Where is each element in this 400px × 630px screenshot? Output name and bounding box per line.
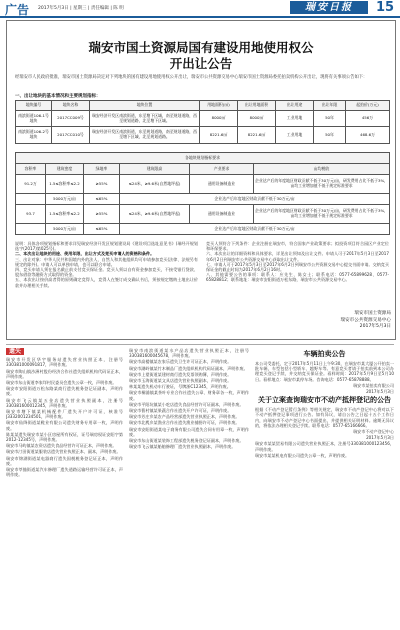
list-item: 瑞安市玉海街道某文具店遗失营业执照副本，声明作废。 xyxy=(129,378,232,384)
list-item: 瑞安市上望街道某建材商行遗失发票领购簿，声明作废。 xyxy=(129,371,232,377)
list-item: 林某某遗失机动车行驶证，号牌浙C12345，声明作废。 xyxy=(129,384,231,390)
table-cell: 8000㎡ xyxy=(200,110,238,127)
notice-body-right xyxy=(206,241,389,283)
table-cell: 8221.6㎡ xyxy=(238,127,276,144)
list-item: 瑞安市开发区华宇服务站遗失营业执照正本，注册号330381000091817，声明作废。 xyxy=(6,357,123,368)
date-line: 2017年5月3日 | 星期三 | 责任编辑 | 陈 明 xyxy=(38,6,124,11)
table-cell xyxy=(16,193,46,204)
table-cell: 南滨街道106-2号地块 xyxy=(16,127,52,144)
body-paragraph: 六、本次出让的详细资料和具体要求，详见出让须知及出让文件。申请人可于2017年5月3日至2017年6月2日到瑞安市公共资源交易中心获取出让文件。 xyxy=(206,251,389,262)
signature-date: 2017年5月3日 xyxy=(359,324,391,330)
table-cell: 2017CC010号 xyxy=(52,127,90,144)
table-cell: ≥55% xyxy=(84,175,120,194)
registration-notice-title: 关于立案查询瑞安市不动产抵押登记的公告 xyxy=(258,396,391,405)
registration-notice-text: 根据《不动产登记暂行条例》等相关规定，瑞安市不动产登记中心将对以下不动产抵押登记事项进行公告。如有异议，请自公告之日起十五个工作日内，向瑞安市不动产登记中心书面提出，并提供相关证明材料。逾期无异议的，将依法办理相关登记手续。联系电话：0577-65166666。 xyxy=(255,407,394,428)
auction-text: 本公司受委托，定于2017年5月11日上午9:30，在瑞安市某大厦公开拍卖一批车辆，车型包括小型轿车、越野车等。有意竞买者请于拍卖前到本公司办理竞买登记手续，并交纳竞买保证金。看样时间：2017年5月9日至5月10日。看样地点：瑞安市某停车场。咨询电话：0577-65878888。 xyxy=(255,361,394,382)
list-item: 瑞安市曹村镇某果蔬合作社遗失开户许可证，声明作废。 xyxy=(129,408,232,414)
body-paragraph: 八、其他需要公告的事项：联系人：应先生、陈女士；联系电话：0577-65899628、0577-65828812；联系地址：瑞安市安阳街道万松东路，瑞安市公共资源交易中心。 xyxy=(206,272,389,283)
announcements-column xyxy=(255,348,394,630)
auction-signature-org: 瑞安市某拍卖有限公司 xyxy=(353,382,394,388)
table-header-cell: 用地面积(㎡) xyxy=(200,101,238,111)
section-label: 广告 xyxy=(5,3,30,17)
paper-logo: 瑞安日报 xyxy=(290,1,368,14)
list-item: 瑞安市汀田街道某服装店遗失营业执照正本、副本，声明作废。 xyxy=(6,449,121,455)
table-cell: 50年 xyxy=(314,127,346,144)
planning-table xyxy=(15,152,390,235)
table-header-row xyxy=(16,101,390,111)
table-cell xyxy=(16,223,46,234)
list-item: 瑞安市塘下镇某机械配件厂遗失开户许可证，核准号J3332001234501，声明作废。 xyxy=(6,409,123,420)
lost-notice-tag: 遗失 xyxy=(6,348,24,355)
land-transfer-notice xyxy=(6,20,396,340)
list-item: 瑞安市东山街道李家垟村民委员会遗失公章一枚，声明作废。 xyxy=(6,380,117,386)
table-cell: 企业达产后年度地区财政贡献不低于30万元/亩 xyxy=(120,223,390,234)
registration-signature-date: 2017年5月3日 xyxy=(366,435,394,441)
table-row xyxy=(16,175,390,194)
signature-org: 瑞安市公共资源交易中心 xyxy=(340,317,391,323)
signature-org: 瑞安市国土资源局 xyxy=(354,311,391,316)
table-header-cell: 建筑密度 xyxy=(46,164,84,175)
section-1-heading: 一、出让地块的基本情况和主要规划指标： xyxy=(15,94,101,99)
list-item: 瑞安市马屿镇某农资店遗失食品经营许可证正本，声明作废。 xyxy=(6,443,117,449)
table-cell: ≤24米，≥9.6米(自然地坪起) xyxy=(120,175,190,194)
table-row xyxy=(16,110,390,127)
list-item: 瑞安市高楼镇某农家乐遗失卫生许可证正本，声明作废。 xyxy=(129,359,232,365)
table-cell: ≤65% xyxy=(84,193,120,204)
table-cell: 468.6万 xyxy=(346,127,390,144)
notice-intro: 经瑞安市人民政府批准，瑞安市国土资源局决定对下列地块的国有建设用地使用权公开出让，瑞安市公共资源交易中心瑞安市国土资源局委托拍卖机构公开出让，现将有关事项公告如下： xyxy=(15,75,368,80)
table-header-cell: 绿地率 xyxy=(84,164,120,175)
table-header-cell: 出让用途 xyxy=(276,101,314,111)
list-item: 瑞安市南滨街道某水产品店遗失营业执照正本，注册号330381600045678，声明作废。 xyxy=(129,348,249,359)
auction-title: 车辆拍卖公告 xyxy=(303,350,346,358)
table-cell: 8000㎡ xyxy=(238,110,276,127)
table-cell: 8221.6㎡ xyxy=(200,127,238,144)
body-paragraph: 四、竞买申请人须在报名截止前支付竞买保证金。竞买人须以自有资金参加竞买，不接受银行贷款、股东借款等融资方式取得的资金。 xyxy=(15,267,198,278)
page-number: 15 xyxy=(376,0,395,15)
table-cell: 5000万元/亩 xyxy=(46,193,84,204)
section-divider xyxy=(6,344,394,345)
notice-body-left xyxy=(15,241,198,288)
table-cell: 93.7 xyxy=(16,205,46,224)
table-header-cell: 建筑限高 xyxy=(120,164,190,175)
table-header-cell: 容积率 xyxy=(16,164,46,175)
list-item: 瑞安市仙降街道某鞋业有限公司遗失财务专用章一枚，声明作废。 xyxy=(6,420,123,431)
table-header-cell: 出让用地面积 xyxy=(238,101,276,111)
body-paragraph: 七、申请人可于2017年5月3日至2017年6月2日到瑞安市公共资源交易中心提交书面申请。交纳竞买保证金的截止时间为2017年6月2日16时。 xyxy=(206,261,389,273)
table-cell: 企业达产后的年度地区财政贡献不低于30万元/亩，研发费用占比不低于3%，亩均工业增加值不低于规定标准要求 xyxy=(254,175,390,194)
table-cell: ≤65% xyxy=(84,223,120,234)
body-paragraph: 说明：具体各项规划指标和要求详见瑞安经济开发区规划建设局《建设项目选址意见书》(瑞经开规划选字(2017)第025号)。 xyxy=(15,241,198,252)
list-item: 瑞安市安阳街道某电子商务有限公司遗失合同专用章一枚，声明作废。 xyxy=(129,426,249,437)
table-header-cell: 产业要求 xyxy=(190,164,254,175)
table-cell: 通用设备制造业 xyxy=(190,175,254,194)
table-header-cell: 起拍价(万元) xyxy=(346,101,390,111)
table-header-row xyxy=(16,164,390,175)
table-header-cell: 地块位置 xyxy=(90,101,200,111)
list-item: 瑞安市北麂乡某渔业合作社遗失渔业捕捞许可证，声明作废。 xyxy=(129,420,240,426)
table-cell: 瑞安经济开发区南滨街道，东至塘下区域，南至规划道路，西至规划道路，北至塘下区域。 xyxy=(90,110,200,127)
table-cell: 50年 xyxy=(314,110,346,127)
table-header-cell: 出让年限 xyxy=(314,101,346,111)
table-cell: 工业用地 xyxy=(276,127,314,144)
list-item: 瑞安市东山街道某装饰工程部遗失税务登记证副本，声明作废。 xyxy=(129,438,244,444)
table-cell: ≥55% xyxy=(84,205,120,224)
lost-notices-column-1 xyxy=(6,348,123,630)
body-paragraph: 二、本次出让地块的用途、使用年限、出让方式及竞买申请人的资格和条件。 xyxy=(15,251,155,257)
list-item: 瑞安市飞云镇某五金店遗失营业执照副本，注册号330381600012345，声明作废。 xyxy=(6,397,123,408)
body-paragraph: 五、本次出让按价高者得的原则确定竞得人，竞得人在签订成交确认书后，须按规定缴纳土地出让价款并办理相关手续。 xyxy=(15,277,198,288)
table-cell: ≤24米，≥9.6米(自然地坪起) xyxy=(120,205,190,224)
table-cell: 91.2万 xyxy=(16,175,46,194)
registration-signature-org: 瑞安市不动产登记中心 xyxy=(353,429,394,435)
table-row xyxy=(16,223,390,234)
list-item: 陈某某遗失瑞安市某小区房屋所有权证，证号瑞房权证安阳字第2012-12345号，声明作废。 xyxy=(6,431,123,443)
table-caption: 各地块规划指标要求 xyxy=(16,153,390,164)
page-header xyxy=(0,0,400,18)
table-header-cell: 亩均税收 xyxy=(254,164,390,175)
lost-notices-column-2 xyxy=(129,348,249,630)
list-item: 瑞安市飞云镇某船舶修理厂遗失营业执照副本，声明作废。 xyxy=(129,444,236,450)
table-cell: 南滨街道106-1号地块 xyxy=(16,110,52,127)
table-cell: 工业用地 xyxy=(276,110,314,127)
table-cell: 通用设备制造业 xyxy=(190,205,254,224)
table-header-cell: 地块编号 xyxy=(16,101,52,111)
table-cell: 企业达产后年度地区财政贡献不低于30万元/亩 xyxy=(120,193,390,204)
body-paragraph: 竞买人须符合下列条件：企业注册在瑞安市，符合国家产业政策要求；拟投资项目符合园区产业定位和环保要求。 xyxy=(206,241,389,252)
table-cell: 1.5≤容积率≤2.2 xyxy=(46,205,84,224)
list-item: 瑞安市安阳街道万松东路某商行遗失税务登记证副本，声明作废。 xyxy=(6,386,123,397)
table-cell: 5000万元/亩 xyxy=(46,223,84,234)
table-row xyxy=(16,193,390,204)
list-item: 瑞安市平阳坑镇某小吃店遗失食品经营许可证副本，声明作废。 xyxy=(129,401,244,407)
auction-signature-date: 2017年5月3日 xyxy=(366,389,394,395)
list-item: 瑞安市芳庄乡某农产品经营部遗失营业执照正本，声明作废。 xyxy=(129,414,240,420)
list-item: 瑞安市桐浦镇某茶叶专业合作社遗失公章、财务章各一枚，声明作废。 xyxy=(129,390,249,401)
notice-title-line1: 瑞安市国土资源局国有建设用地使用权公 xyxy=(88,40,314,55)
list-item: 瑞安市莘塍街道某汽车修理厂遗失道路运输经营许可证正本，声明作废。 xyxy=(6,467,123,478)
list-item: 瑞安市某某贸易有限公司遗失营业执照正本，注册号330381000123456，声明作废。 xyxy=(255,441,394,452)
list-item: 瑞安市锦湖街道某电器商行遗失国税税务登记证正本，声明作废。 xyxy=(6,455,123,466)
table-cell: 企业达产后的年度地区财政贡献不低于30万元/亩，研发费用占比不低于3%，亩均工业增加值不低于规定标准要求 xyxy=(254,205,390,224)
table-cell: 456万 xyxy=(346,110,390,127)
list-item: 瑞安市湖岭镇某竹木制品厂遗失组织机构代码证副本，声明作废。 xyxy=(129,365,248,371)
table-cell: 瑞安经济开发区南滨街道，东至规划道路，南至规划道路，西至塘下区域，北至规划道路。 xyxy=(90,127,200,144)
parcel-table xyxy=(15,100,390,144)
table-cell: 1.5≤容积率≤2.2 xyxy=(46,175,84,194)
table-caption-row xyxy=(16,153,390,164)
notice-title-line2: 开出让公告 xyxy=(169,56,233,71)
body-paragraph: 三、出让对象：中华人民共和国境内外的法人、自然人和其他组织均可申请参加竞买(法律、法规另有规定的除外)。申请人可以单独申请，也可以联合申请。 xyxy=(15,256,198,267)
list-item: 瑞安市陶山镇沙洲村股份经济合作社遗失组织机构代码证正本，声明作废。 xyxy=(6,368,123,379)
notice-signature xyxy=(307,311,391,331)
table-cell: 2017CC009号 xyxy=(52,110,90,127)
table-row xyxy=(16,127,390,144)
table-row xyxy=(16,205,390,224)
table-header-cell: 地块名称 xyxy=(52,101,90,111)
list-item: 瑞安市某某机电有限公司遗失公章一枚，声明作废。 xyxy=(255,452,350,458)
